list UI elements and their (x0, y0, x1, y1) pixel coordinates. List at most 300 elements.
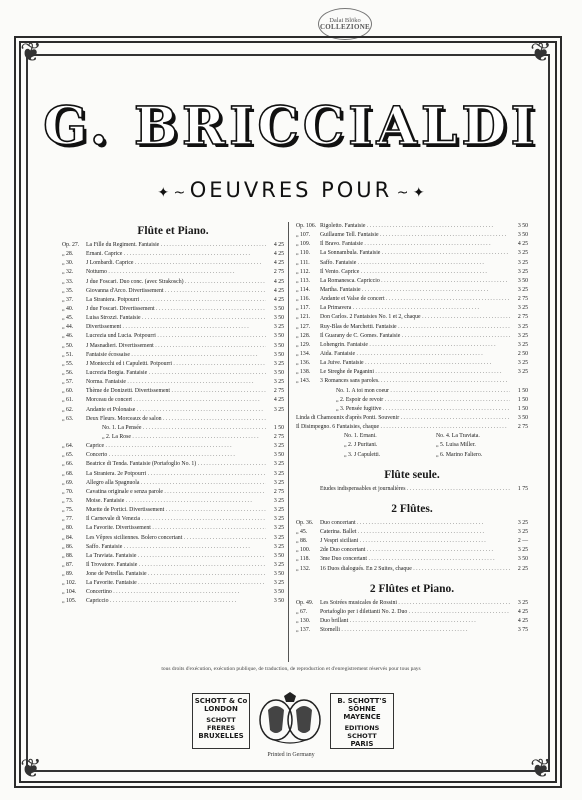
work-price: 4 25 (273, 251, 284, 258)
list-item (296, 617, 528, 626)
work-price: 1 50 (273, 424, 284, 431)
work-price: 4 25 (517, 241, 528, 248)
opus-number: „ 130. (296, 617, 311, 624)
work-price: 3 25 (273, 379, 284, 386)
column-divider (288, 222, 289, 662)
opus-number: „ 137. (296, 627, 311, 634)
work-title: Il Disimpegno. 6 Fantaisies, chaque . . . (296, 423, 510, 432)
left-column (62, 222, 284, 607)
work-price: 3 25 (517, 332, 528, 339)
work-price: 3 25 (273, 497, 284, 504)
work-title: La Primavera . . . (320, 304, 510, 313)
work-title: Il Carnevale di Venezia . . . (86, 515, 266, 524)
work-price: 3 50 (273, 452, 284, 459)
deux-fleurs-list (62, 424, 284, 442)
sub-title: „ 5. Luisa Miller. (436, 442, 476, 449)
opus-number: „ 89. (62, 571, 74, 578)
work-title: Allegro alla Spagnuola . . . (86, 479, 266, 488)
sub-title: „ 6. Marino Faliero. (436, 451, 483, 458)
work-title: Portafoglio per i dilettanti No. 2. Duo . . . (320, 608, 510, 617)
list-item (62, 488, 284, 497)
list-item (62, 342, 284, 351)
work-price: 3 25 (273, 479, 284, 486)
work-price: 4 25 (273, 278, 284, 285)
sub-item (296, 432, 528, 441)
work-title: La Fille du Regiment. Fantaisie . . . (86, 241, 266, 250)
work-title: J Masnadieri. Divertissement . . . (86, 342, 266, 351)
opus-number: „ 136. (296, 360, 311, 367)
list-item (62, 497, 284, 506)
opus-number: „ 128. (296, 332, 311, 339)
opus-number: „ 35. (62, 287, 74, 294)
list-item (62, 415, 284, 424)
work-title: Andante et Valse de concert . . . (320, 295, 510, 304)
section-title-2-flutes-piano: 2 Flûtes et Piano. (369, 582, 455, 595)
work-price: 4 25 (273, 296, 284, 303)
opus-number: „ 57. (62, 379, 74, 386)
work-price: 3 25 (517, 259, 528, 266)
work-title: Lohengrin. Fantaisie . . . (320, 341, 510, 350)
list-item (296, 608, 528, 617)
opus-number: „ 105. (62, 598, 77, 605)
list-item (296, 240, 528, 249)
publisher-name: SCHOTT & Co (194, 697, 248, 705)
section-title-2-flutes: 2 Flûtes. (391, 502, 433, 515)
work-title: Luisa Strozzi. Fantaisie . . . (86, 314, 266, 323)
list-item (296, 286, 528, 295)
work-price: 2 25 (517, 565, 528, 572)
work-price: 2 — (517, 538, 528, 545)
work-title: Caprice . . . (86, 442, 266, 451)
list-item (62, 442, 284, 451)
opus-number: „ 88. (296, 538, 308, 545)
work-price: 3 25 (273, 360, 284, 367)
work-title: Etudes indispensables et journalières . . . (320, 485, 510, 494)
work-price: 3 50 (517, 414, 528, 421)
list-item (62, 524, 284, 533)
sub-item (296, 441, 528, 450)
list-item (62, 534, 284, 543)
work-price: 2 75 (517, 424, 528, 431)
opus-number: „ 65. (62, 452, 74, 459)
opus-number: „ 117. (296, 305, 310, 312)
work-title: Il Vento. Caprice . . . (320, 268, 510, 277)
list-item (296, 259, 528, 268)
opus-number: „ 51. (62, 351, 74, 358)
sub-title: „ 3. Pensée fugitive . . . (336, 405, 510, 414)
work-title: Don Carlos. 2 Fantaisies No. 1 et 2, chaque . . . (320, 313, 510, 322)
work-price: 3 25 (517, 250, 528, 257)
list-item (62, 323, 284, 332)
work-title: Saffo. Fantaisie . . . (320, 259, 510, 268)
work-price: 3 25 (273, 561, 284, 568)
opus-number: „ 87. (62, 561, 74, 568)
list-item (62, 570, 284, 579)
work-title: Morceau de concert . . . (86, 396, 266, 405)
sub-item (62, 433, 284, 442)
work-price: 3 50 (273, 305, 284, 312)
list-item (296, 249, 528, 258)
work-title: La Favorite. Fantaisie . . . (86, 579, 266, 588)
opus-number: „ 118. (296, 556, 310, 563)
list-item (62, 552, 284, 561)
opus-number: „ 104. (62, 589, 77, 596)
work-title: La Romanesca. Capriccio . . . (320, 277, 510, 286)
opus-number: „ 64. (62, 443, 74, 450)
work-title: Capriccio . . . (86, 597, 266, 606)
opus-number: „ 116. (296, 296, 310, 303)
work-price (266, 415, 284, 424)
work-title: Les Soirées musicales de Rossini . . . (320, 599, 510, 608)
work-title: La Traviata. Fantaisie . . . (86, 552, 266, 561)
opus-number: „ 75. (62, 507, 74, 514)
work-title: Norma. Fantaisie . . . (86, 378, 266, 387)
opus-number: „ 63. (62, 415, 74, 422)
work-price: 3 25 (273, 543, 284, 550)
publisher-name: SCHOTT FRERES (206, 716, 236, 732)
sub-title: No. 1. A toi mon coeur . . . (336, 387, 510, 396)
publisher-crest-icon (254, 690, 326, 746)
opus-number: „ 61. (62, 397, 74, 404)
opus-number: „ 69. (62, 479, 74, 486)
opus-number: „ 88. (62, 552, 74, 559)
list-item (62, 451, 284, 460)
work-price: 1 50 (517, 396, 528, 403)
flute-piano-list (62, 241, 284, 424)
opus-number: „ 28. (62, 251, 74, 258)
work-price: 3 25 (273, 324, 284, 331)
list-item (62, 351, 284, 360)
work-title: 3me Duo concertant . . . (320, 555, 510, 564)
work-title: Lucrezia und Lucia. Potpourri . . . (86, 332, 266, 341)
list-item (62, 479, 284, 488)
list-item (296, 332, 528, 341)
work-price: 3 50 (273, 351, 284, 358)
corner-ornament-icon: ❦ (530, 38, 552, 67)
work-price: 3 50 (273, 342, 284, 349)
work-price: 3 50 (517, 277, 528, 284)
work-price: 3 25 (517, 519, 528, 526)
work-price: 3 25 (273, 507, 284, 514)
list-item (62, 460, 284, 469)
flourish-icon: ✦ ~ (157, 185, 190, 201)
right-column (296, 222, 528, 635)
opus-number: „ 68. (62, 470, 74, 477)
list-item (62, 470, 284, 479)
opus-number: „ 70. (62, 488, 74, 495)
opus-number: „ 113. (296, 277, 310, 284)
work-title: Divertissement . . . (86, 323, 266, 332)
list-item (296, 414, 528, 423)
list-item (296, 485, 528, 494)
work-title: J due Foscari. Duo conc. (avec Strakosch) . . . (86, 278, 266, 287)
list-item (62, 369, 284, 378)
work-price: 3 25 (273, 580, 284, 587)
composer-name: G. BRICCIALDI (43, 96, 539, 157)
list-item (296, 295, 528, 304)
list-item (62, 506, 284, 515)
work-price: 4 25 (273, 397, 284, 404)
opus-number: „ 100. (296, 547, 311, 554)
opus-number: „ 44. (62, 324, 74, 331)
opus-number: „ 40. (62, 305, 74, 312)
work-title: La Straniera. Potpourri . . . (86, 296, 266, 305)
publisher-name: B. SCHOTT'S SÖHNE (337, 697, 387, 713)
work-title: Aida. Fantaisie . . . (320, 350, 510, 359)
work-price: 2 75 (517, 296, 528, 303)
publisher-right (330, 693, 394, 749)
sub-title: „ 2. J Puritani. (344, 442, 378, 449)
work-title: Cavatina originale e senza parole . . . (86, 488, 266, 497)
work-price: 3 50 (273, 315, 284, 322)
opus-number: „ 109. (296, 241, 311, 248)
work-price: 3 25 (273, 443, 284, 450)
list-item (62, 579, 284, 588)
opus-number: „ 111. (296, 259, 310, 266)
work-price: 3 50 (273, 589, 284, 596)
list-item (62, 406, 284, 415)
opus-number: „ 134. (296, 350, 311, 357)
work-title: Deux Fleurs. Morceaux de salon . . . (86, 415, 266, 424)
list-item (62, 314, 284, 323)
opus-number: Op. 49. (296, 599, 314, 606)
work-price (510, 377, 528, 386)
list-item (296, 359, 528, 368)
list-item (296, 350, 528, 359)
opus-number: „ 66. (62, 461, 74, 468)
list-item (62, 259, 284, 268)
opus-number: „ 114. (296, 286, 310, 293)
work-title: Martha. Fantaisie . . . (320, 286, 510, 295)
publisher-city: LONDON (204, 705, 238, 713)
list-item (296, 519, 528, 528)
stamp-line-1: Dalai Blöko (329, 16, 361, 24)
list-item (296, 626, 528, 635)
sub-item (296, 387, 528, 396)
opus-number: „ 112. (296, 268, 310, 275)
corner-ornament-icon: ❦ (530, 754, 552, 783)
work-title: Jone de Petrella. Fantaisie . . . (86, 570, 266, 579)
list-item (296, 313, 528, 322)
opus-number: „ 50. (62, 342, 74, 349)
work-title: Duo brillant . . . (320, 617, 510, 626)
work-price: 3 50 (517, 223, 528, 229)
section-title-flute-seule: Flûte seule. (384, 468, 440, 481)
rights-notice: tous droits d'exécution, exécution publique, de traduction, de reproduction et d'enregistrement réservés pour tous pays (161, 666, 421, 672)
opus-number: „ 107. (296, 232, 311, 239)
work-title: Il Guarany de C. Gomes. Fantaisie . . . (320, 332, 510, 341)
opus-number: „ 30. (62, 260, 74, 267)
list-item (62, 396, 284, 405)
work-price: 3 50 (273, 598, 284, 605)
printed-in: Printed in Germany (267, 752, 315, 758)
list-item (62, 360, 284, 369)
work-title: Andante et Polonaise . . . (86, 406, 266, 415)
work-price: 2 75 (273, 388, 284, 395)
work-price: 3 25 (517, 547, 528, 554)
work-price: 3 25 (517, 360, 528, 367)
work-price: 3 50 (273, 552, 284, 559)
list-item (296, 368, 528, 377)
list-item (62, 268, 284, 277)
work-price: 4 25 (517, 617, 528, 624)
sub-title: No. 1. Ernani. (344, 433, 377, 440)
sub-title: No. 4. La Traviata. (436, 433, 480, 440)
opus-number: „ 55. (62, 360, 74, 367)
opus-number: „ 45. (296, 528, 308, 535)
work-price: 2 75 (273, 433, 284, 440)
list-item (296, 341, 528, 350)
sub-item (296, 396, 528, 405)
opus-number: „ 33. (62, 278, 74, 285)
list-item (296, 222, 528, 231)
list-item (296, 599, 528, 608)
opus-number: „ 45. (62, 315, 74, 322)
opus-number: „ 67. (296, 608, 308, 615)
list-item (62, 378, 284, 387)
opus-number: „ 138. (296, 369, 311, 376)
work-price: 1 50 (517, 405, 528, 412)
sub-item (62, 424, 284, 433)
sub-item (296, 405, 528, 414)
opus-number: „ 143. (296, 378, 311, 385)
romances-list (296, 387, 528, 414)
work-price: 3 25 (517, 599, 528, 606)
flute-piano-list-continued (62, 442, 284, 607)
work-title: 16 Duos dialogués. En 2 Suites, chaque . . . (320, 565, 510, 574)
work-title: Concerto . . . (86, 451, 266, 460)
work-title: La Favorite. Divertissement . . . (86, 524, 266, 533)
opus-number: „ 132. (296, 565, 311, 572)
opus-number: „ 127. (296, 323, 311, 330)
work-price: 3 50 (273, 333, 284, 340)
work-title: Il Trovatore. Fantaisie . . . (86, 561, 266, 570)
work-price: 3 25 (517, 305, 528, 312)
list-item (62, 515, 284, 524)
opus-number: Op. 36. (296, 519, 314, 526)
work-price: 4 25 (273, 242, 284, 248)
work-title: Lucrezia Borgia. Fantaisie . . . (86, 369, 266, 378)
publisher-city: BRUXELLES (198, 732, 244, 740)
subtitle-text: OEUVRES POUR (189, 178, 393, 202)
work-title: 3 Romances sans paroles. . . . (320, 377, 510, 386)
two-flutes-list (296, 519, 528, 574)
list-item (296, 268, 528, 277)
publisher-left (192, 693, 250, 749)
work-price: 3 25 (517, 323, 528, 330)
work-price: 2 75 (273, 488, 284, 495)
subtitle (0, 178, 582, 202)
list-item (296, 304, 528, 313)
work-price: 3 25 (273, 470, 284, 477)
work-price: 4 25 (273, 287, 284, 294)
work-price: 3 25 (273, 516, 284, 523)
list-item (62, 332, 284, 341)
opus-number: „ 110. (296, 250, 310, 257)
work-title: Linda di Chamounix d'après Ponti. Souvenir . . . (296, 414, 510, 423)
work-title: Duo concertant . . . (320, 519, 510, 528)
opus-number: „ 121. (296, 314, 311, 321)
disimpegno-list (296, 432, 528, 459)
work-price: 3 25 (273, 461, 284, 468)
flute-piano-list-right (296, 222, 528, 387)
work-title: Guillaume Tell. Fantaisie . . . (320, 231, 510, 240)
work-title: Ernani. Caprice . . . (86, 250, 266, 259)
list-item (62, 296, 284, 305)
work-title: Muette de Portici. Divertissement . . . (86, 506, 266, 515)
work-title: Les Vêpres siciliennes. Bolero concertant . . . (86, 534, 266, 543)
opus-number: „ 102. (62, 580, 77, 587)
opus-number: Op. 27. (62, 242, 80, 248)
work-price: 1 75 (517, 485, 528, 492)
work-title: Thème de Donizetti. Divertissement . . . (86, 387, 266, 396)
list-item (62, 543, 284, 552)
list-item (296, 528, 528, 537)
work-title: La Straniera. 2e Potpourri . . . (86, 470, 266, 479)
work-title: Ruy-Blas de Marchetti. Fantaisie . . . (320, 323, 510, 332)
opus-number: „ 32. (62, 269, 74, 276)
work-title: Il Bravo. Fantaisie . . . (320, 240, 510, 249)
work-price: 3 50 (517, 556, 528, 563)
corner-ornament-icon: ❦ (20, 38, 42, 67)
opus-number: „ 84. (62, 534, 74, 541)
work-title: Concertino . . . (86, 588, 266, 597)
work-price: 3 50 (273, 571, 284, 578)
work-title: Saffo. Fantaisie . . . (86, 543, 266, 552)
work-title: 2de Duo concertant . . . (320, 546, 510, 555)
list-item (296, 377, 528, 386)
work-price: 3 25 (517, 528, 528, 535)
list-item (296, 231, 528, 240)
work-price: 3 25 (517, 268, 528, 275)
opus-number: „ 37. (62, 296, 74, 303)
work-price: 2 50 (517, 350, 528, 357)
sub-title: No. 1. La Pensée . . . (102, 424, 266, 433)
work-title: Fantaisie écossaise . . . (86, 351, 266, 360)
sub-title: „ 2. La Rose . . . (102, 433, 266, 442)
list-item (62, 241, 284, 250)
work-title: J Montecchi ed i Capuletti. Potpourri . . . (86, 360, 266, 369)
opus-number: „ 62. (62, 406, 74, 413)
opus-number: „ 46. (62, 333, 74, 340)
publisher-city: MAYENCE (343, 713, 381, 721)
work-price: 3 25 (273, 534, 284, 541)
list-item (296, 323, 528, 332)
list-item (62, 278, 284, 287)
list-item (296, 565, 528, 574)
work-price: 2 75 (517, 314, 528, 321)
work-title: Beatrice di Tenda. Fantaisie (Portafoglio No. 1) . . . (86, 460, 266, 469)
list-item (62, 597, 284, 606)
flute-seule-list (296, 485, 528, 494)
opus-number: „ 86. (62, 543, 74, 550)
list-item (62, 588, 284, 597)
list-item (296, 537, 528, 546)
flourish-icon: ~ ✦ (392, 185, 425, 201)
work-price: 3 25 (273, 525, 284, 532)
work-title: J Lombardi. Caprice . . . (86, 259, 266, 268)
work-title: J Vespri siciliani . . . (320, 537, 510, 546)
work-price: 3 25 (517, 369, 528, 376)
publisher-city: PARIS (350, 740, 374, 748)
sub-title: „ 2. Espoir de revoir . . . (336, 396, 510, 405)
work-title: La Juive. Fantaisie . . . (320, 359, 510, 368)
opus-number: „ 56. (62, 369, 74, 376)
work-title: Le Streghe de Paganini . . . (320, 368, 510, 377)
work-price: 3 50 (273, 369, 284, 376)
section-title-flute-piano: Flûte et Piano. (137, 225, 209, 237)
work-price: 3 50 (517, 232, 528, 239)
